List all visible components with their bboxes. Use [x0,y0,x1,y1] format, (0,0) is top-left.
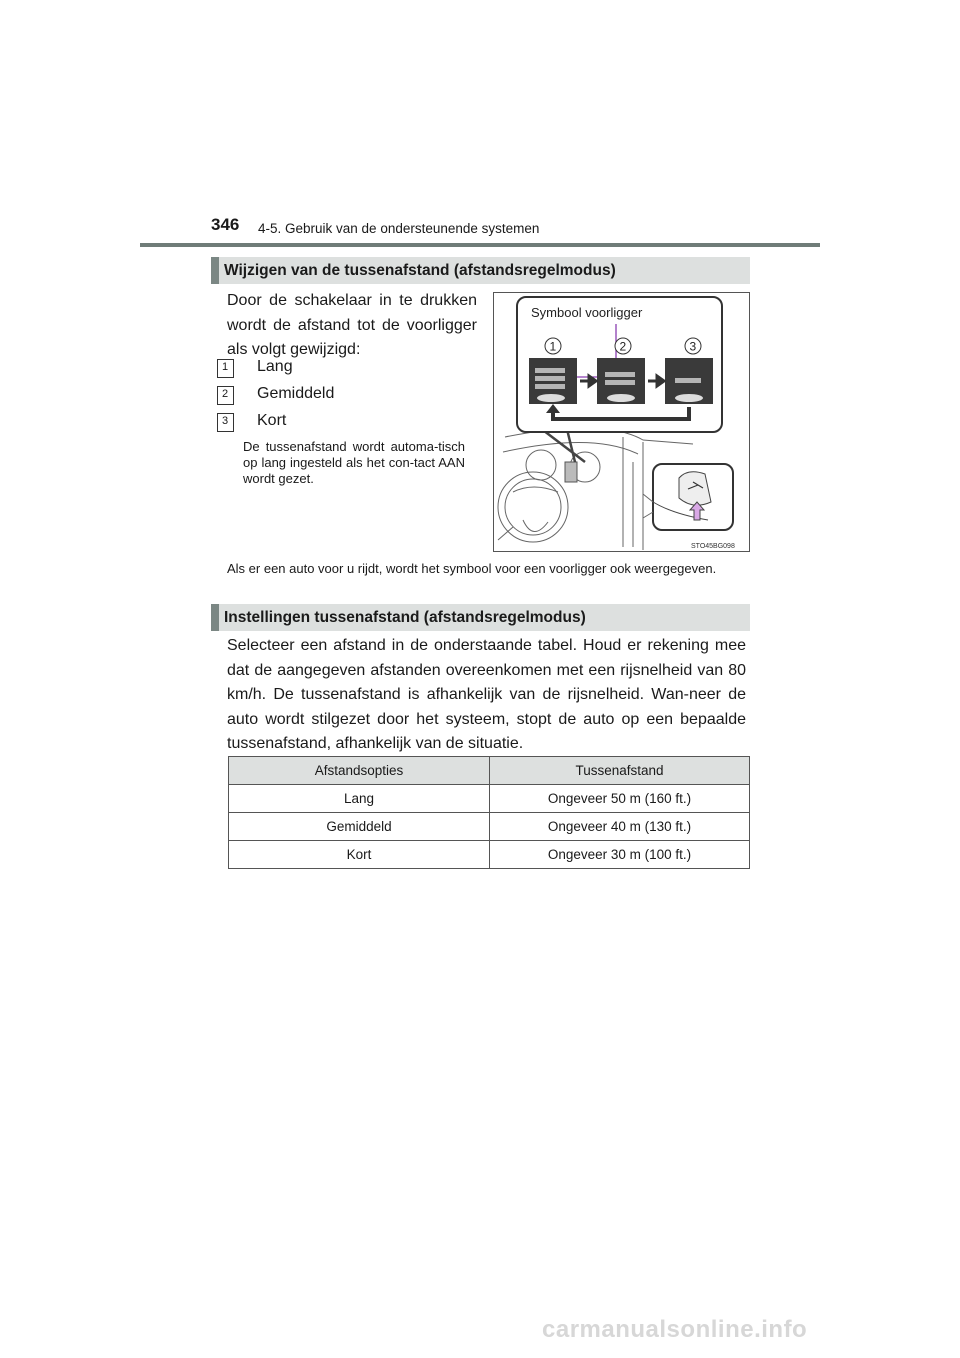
watermark: carmanualsonline.info [542,1316,808,1343]
section-heading-2 [211,604,750,631]
table-cell: Gemiddeld [229,813,490,841]
option-label: Gemiddeld [257,385,335,402]
option-label: Lang [257,358,293,375]
figure-marker-2: 2 [619,339,627,354]
chapter-title: 4-5. Gebruik van de ondersteunende systemen [258,221,540,236]
number-marker: 2 [217,386,234,405]
table-cell: Lang [229,785,490,813]
option-label: Kort [257,412,287,429]
header-rule [140,243,820,247]
distance-table [228,756,750,869]
figure-marker-1: 1 [549,339,557,354]
section-heading-text: Instellingen tussenafstand (afstandsregelmodus) [224,609,586,626]
number-marker: 3 [217,413,234,432]
figure-code: STO45BG098 [691,543,735,550]
figure-marker-3: 3 [689,339,697,354]
table-row [229,785,750,813]
table-header-row [229,757,750,785]
distance-switch-illustration [493,292,750,552]
body-paragraph: Selecteer een afstand in de onderstaande tabel. Houd er rekening mee dat de aangegeven afstanden overeenkomen met een rijsnelheid van 80 km/h. De tussenafstand is afhankelijk van de rijsnelheid. Wan-neer de auto wordt stilgezet door het systeem, stopt de auto op een bepaalde tussenafstand, afhankelijk van de situatie. [227,637,746,752]
section-heading-1 [211,257,750,284]
section-heading-bar [211,257,219,284]
section-heading-bar [211,604,219,631]
section-heading-text: Wijzigen van de tussenafstand (afstandsregelmodus) [224,262,616,279]
number-marker: 1 [217,359,234,378]
note-text: De tussenafstand wordt automa-tisch op lang ingesteld als het con-tact AAN wordt gezet. [243,439,465,486]
table-cell: Ongeveer 40 m (130 ft.) [490,813,750,841]
note-text: Als er een auto voor u rijdt, wordt het symbool voor een voorligger ook weergegeven. [227,561,717,576]
table-header-cell: Tussenafstand [490,757,750,785]
table-cell: Ongeveer 30 m (100 ft.) [490,841,750,869]
table-cell: Kort [229,841,490,869]
callout-label: Symbool voorligger [531,305,643,320]
table-row [229,813,750,841]
table-row [229,841,750,869]
intro-paragraph: Door de schakelaar in te drukken wordt de afstand tot de voorligger als volgt gewijzigd: [227,292,477,358]
table-cell: Ongeveer 50 m (160 ft.) [490,785,750,813]
table-header-cell: Afstandsopties [229,757,490,785]
page-number: 346 [211,215,240,234]
